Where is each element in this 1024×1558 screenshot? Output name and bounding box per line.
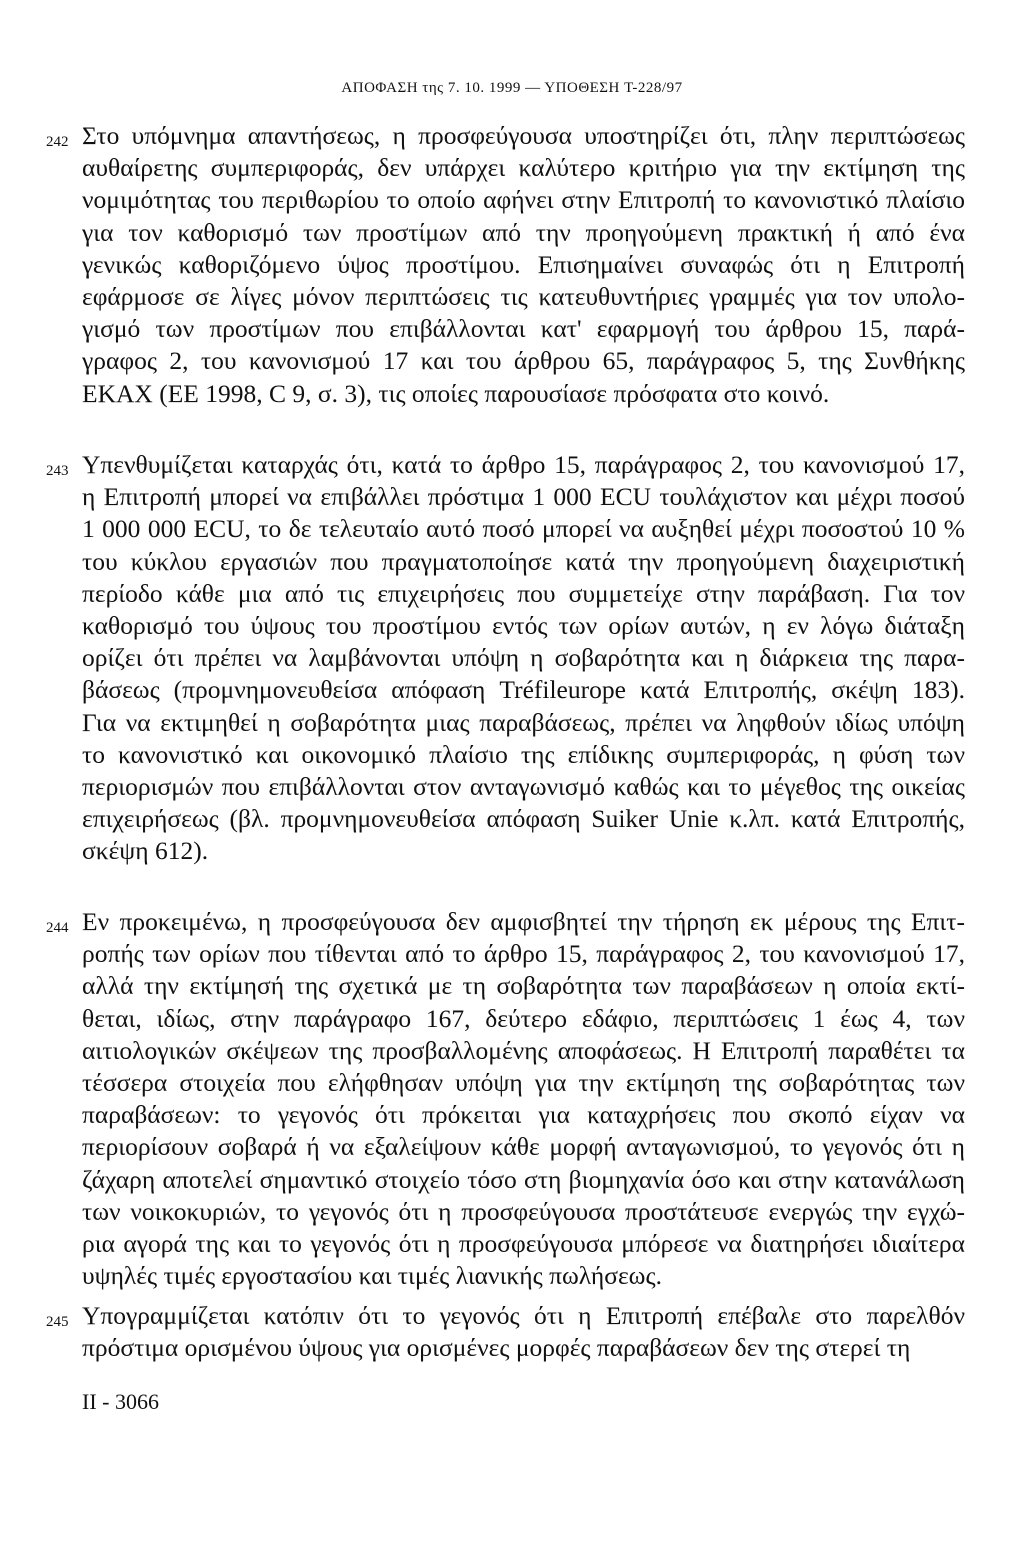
text-line: η Επιτροπή μπορεί να επιβάλλει πρόστιμα 1 000 ECU τουλάχιστον και μέχρι ποσού — [82, 482, 965, 512]
paragraph-number: 244 — [46, 920, 69, 936]
text-line: το κανονιστικό και οικονομικό πλαίσιο της επίδικης συμπεριφοράς, η φύση των — [82, 739, 965, 769]
page-number: II - 3066 — [82, 1389, 159, 1414]
text-line: γενικώς καθοριζόμενο ύψος προστίμου. Επισημαίνει συναφώς ότι η Επιτροπή — [82, 249, 965, 279]
text-line: υψηλές τιμές εργοστασίου και τιμές λιανικής πωλήσεως. — [82, 1261, 662, 1291]
text-line: Υπογραμμίζεται κατόπιν ότι το γεγονός ότι η Επιτροπή επέβαλε στο παρελθόν — [82, 1301, 965, 1330]
text-line: γισμό των προστίμων που επιβάλλονται κατ' εφαρμογή του άρθρου 15, παρά- — [82, 314, 965, 344]
text-line: Για να εκτιμηθεί η σοβαρότητα μιας παραβάσεως, πρέπει να ληφθούν ιδίως υπόψη — [82, 707, 965, 737]
text-line: ΕΚΑΧ (ΕΕ 1998, C 9, σ. 3), τις οποίες παρουσίασε πρόσφατα στο κοινό. — [82, 378, 830, 408]
text-line: βάσεως (προμνημονευθείσα απόφαση Tréfileurope κατά Επιτροπής, σκέψη 183). — [82, 675, 965, 705]
text-line: νομιμότητας του περιθωρίου το οποίο αφήνει στην Επιτροπή το κανονιστικό πλαίσιο — [82, 185, 965, 215]
text-line: Υπενθυμίζεται καταρχάς ότι, κατά το άρθρο 15, παράγραφος 2, του κανονισμού 17, — [82, 450, 965, 479]
text-line: αυθαίρετης συμπεριφοράς, δεν υπάρχει καλύτερο κριτήριο για την εκτίμηση της — [82, 153, 965, 183]
text-line: επιχειρήσεως (βλ. προμνημονευθείσα απόφαση Suiker Unie κ.λπ. κατά Επιτροπής, — [82, 804, 965, 834]
text-line: περίοδο κάθε μια από τις επιχειρήσεις που συμμετείχε στην παράβαση. Για τον — [82, 578, 965, 608]
text-line: Εν προκειμένω, η προσφεύγουσα δεν αμφισβητεί την τήρηση εκ μέρους της Επιτ- — [82, 907, 965, 936]
text-line: των νοικοκυριών, το γεγονός ότι η προσφεύγουσα προστάτευσε ενεργώς την εγχώ- — [82, 1196, 965, 1226]
text-line: αιτιολογικών σκέψεων της προσβαλλομένης αποφάσεως. Η Επιτροπή παραθέτει τα — [82, 1035, 965, 1065]
text-line: ροπής των ορίων που τίθενται από το άρθρο 15, παράγραφος 2, του κανονισμού 17, — [82, 939, 965, 969]
text-line: ζάχαρη αποτελεί σημαντικό στοιχείο τόσο στη βιομηχανία όσο και στην κατανάλωση — [82, 1164, 965, 1194]
text-line: του κύκλου εργασιών που πραγματοποίησε κατά την προηγούμενη διαχειριστική — [82, 546, 965, 576]
text-line: εφάρμοσε σε λίγες μόνον περιπτώσεις τις κατευθυντήριες γραμμές για τον υπολο- — [82, 282, 965, 312]
text-line: ρια αγορά της και το γεγονός ότι η προσφεύγουσα μπόρεσε να διατηρήσει ιδιαίτερα — [82, 1229, 965, 1259]
text-line: πρόστιμα ορισμένου ύψους για ορισμένες μορφές παραβάσεων δεν της στερεί τη — [82, 1333, 911, 1363]
text-line: περιορισμών που επιβάλλονται στον ανταγωνισμό καθώς και το μέγεθος της οικείας — [82, 772, 965, 802]
paragraph-number: 242 — [46, 134, 69, 150]
text-line: καθορισμό του ύψους του προστίμου εντός των ορίων αυτών, η εν λόγω διάταξη — [82, 611, 965, 641]
text-line: για τον καθορισμό των προστίμων από την προηγούμενη πρακτική ή από ένα — [82, 217, 965, 247]
text-line: 1 000 000 ECU, το δε τελευταίο αυτό ποσό μπορεί να αυξηθεί μέχρι ποσοστού 10 % — [82, 514, 965, 544]
text-line: αλλά την εκτίμησή της σχετικά με τη σοβαρότητα των παραβάσεων η οποία εκτί- — [82, 971, 965, 1001]
text-line: σκέψη 612). — [82, 836, 209, 866]
paragraph-text — [82, 906, 965, 1292]
page-header: ΑΠΟΦΑΣΗ της 7. 10. 1999 — ΥΠΟΘΕΣΗ T-228/97 — [341, 80, 683, 96]
text-line: γραφος 2, του κανονισμού 17 και του άρθρου 65, παράγραφος 5, της Συνθήκης — [82, 346, 965, 376]
paragraph-text — [82, 1300, 965, 1364]
text-line: παραβάσεων: το γεγονός ότι πρόκειται για καταχρήσεις που σκοπό είχαν να — [82, 1100, 965, 1130]
paragraph-number: 243 — [46, 463, 69, 479]
paragraph-number: 245 — [46, 1314, 69, 1330]
paragraph-text — [82, 120, 965, 410]
text-line: θεται, ιδίως, στην παράγραφο 167, δεύτερο εδάφιο, περιπτώσεις 1 έως 4, των — [82, 1003, 965, 1033]
text-line: ορίζει ότι πρέπει να λαμβάνονται υπόψη η σοβαρότητα και η διάρκεια της παρα- — [82, 643, 965, 673]
text-line: περιορίσουν σοβαρά ή να εξαλείψουν κάθε μορφή ανταγωνισμού, το γεγονός ότι η — [82, 1132, 965, 1162]
paragraph-text — [82, 449, 965, 868]
text-line: Στο υπόμνημα απαντήσεως, η προσφεύγουσα υποστηρίζει ότι, πλην περιπτώσεως — [82, 121, 965, 150]
text-line: τέσσερα στοιχεία που ελήφθησαν υπόψη για την εκτίμηση της σοβαρότητας των — [82, 1068, 965, 1098]
